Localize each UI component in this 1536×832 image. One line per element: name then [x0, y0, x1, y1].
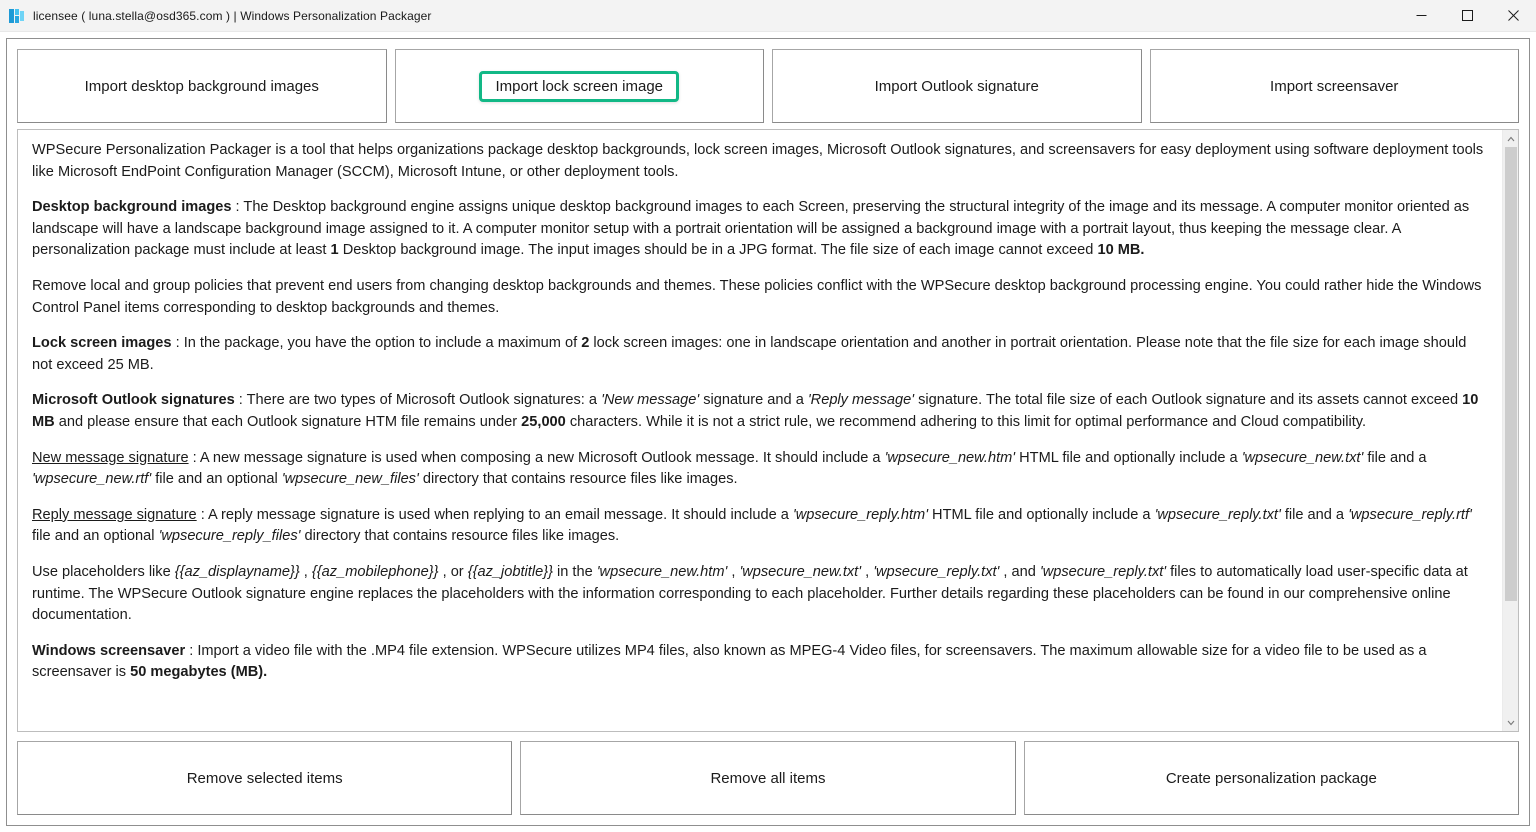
text-run: : A new message signature is used when composing a new Microsoft Outlook message. It should include a [188, 449, 885, 466]
text-run: Windows screensaver [32, 642, 186, 659]
text-run: : The Desktop background engine assigns unique desktop background images to each Screen, preserving the structural integrity of the image and its message. A computer monitor oriented as landscape will have a landscape background image assigned to it. A computer monitor setup with a portrait orientation will be assigned a background image with a portrait layout, thus keeping the message clear. A personalization package must include at least [32, 199, 1470, 259]
text-run: Desktop background images [32, 199, 232, 216]
text-run: 10 MB [32, 392, 1479, 430]
paragraph-reply-message-signature [32, 505, 1488, 548]
action-button-row [14, 732, 1522, 818]
chevron-up-icon [1507, 136, 1515, 142]
text-run: 'wpsecure_reply_files' [158, 528, 301, 545]
import-button-3[interactable] [1150, 49, 1520, 123]
text-run: Lock screen images [32, 335, 172, 352]
action-button-2[interactable] [1024, 741, 1519, 815]
scrollbar-track[interactable] [1503, 147, 1519, 714]
close-button[interactable] [1490, 0, 1536, 32]
text-run: : In the package, you have the option to include a maximum of [171, 335, 582, 352]
text-run: characters. While it is not a strict rule, we recommend adhering to this limit for optimal performance and Cloud compatibility. [565, 413, 1367, 430]
close-icon [1508, 10, 1519, 21]
text-run: , [727, 563, 740, 580]
text-run: 25,000 [521, 413, 566, 430]
text-run: Microsoft Outlook signatures [32, 392, 235, 409]
text-run: , or [438, 563, 468, 580]
description-scrollbar[interactable] [1502, 130, 1518, 731]
scroll-down-button[interactable] [1503, 714, 1519, 731]
text-run: HTML file and optionally include a [1015, 449, 1242, 466]
text-run: 'New message' [601, 392, 700, 409]
text-run: : A reply message signature is used when replying to an email message. It should include a [196, 506, 793, 523]
text-run: 'wpsecure_reply.rtf' [1348, 506, 1472, 523]
maximize-restore-icon [1462, 10, 1473, 21]
window-controls [1398, 0, 1536, 32]
text-run: signature and a [699, 392, 808, 409]
text-run: file and an optional [151, 471, 282, 488]
text-run: file and an optional [32, 528, 159, 545]
description-text [18, 130, 1502, 731]
description-pane [17, 129, 1519, 732]
paragraph-windows-screensaver [32, 641, 1488, 684]
text-run: 2 [581, 335, 590, 352]
text-run: and please ensure that each Outlook signature HTM file remains under [54, 413, 522, 430]
text-run: 'Reply message' [807, 392, 915, 409]
text-run: lock screen images: one in landscape orientation and another in portrait orientation. Please note that the file size for each image should not exceed 25 MB. [32, 335, 1467, 373]
text-run: signature. The total file size of each Outlook signature and its assets cannot exceed [914, 392, 1463, 409]
paragraph-new-message-signature [32, 448, 1488, 491]
import-button-label: Import screensaver [1270, 77, 1399, 95]
paragraph-intro [32, 140, 1488, 183]
text-run: : Import a video file with the .MP4 file extension. WPSecure utilizes MP4 files, also known as MPEG-4 Video files, for screensavers. The maximum allowable size for a video file to be used as a screensaver is [32, 642, 1427, 681]
paragraph-policies [32, 276, 1488, 319]
paragraph-placeholders [32, 562, 1488, 627]
text-run: 1 [330, 242, 339, 259]
scrollbar-thumb[interactable] [1505, 147, 1517, 601]
text-run: {{az_mobilephone}} [311, 563, 439, 580]
text-run: 'wpsecure_new.htm' [596, 563, 728, 580]
action-button-label: Create personalization package [1165, 769, 1377, 787]
text-run: New message signature [32, 449, 189, 466]
text-run: 'wpsecure_reply.htm' [792, 506, 928, 523]
text-run: directory that contains resource files like images. [300, 528, 620, 545]
text-run: Remove local and group policies that prevent end users from changing desktop backgrounds and themes. These policies conflict with the WPSecure desktop background processing engine. You could rather hide the Windows Control Panel items corresponding to desktop backgrounds and themes. [32, 277, 1482, 316]
text-run: in the [552, 563, 597, 580]
action-button-1[interactable] [520, 741, 1015, 815]
text-run: , [861, 563, 874, 580]
text-run: {{az_displayname}} [174, 563, 300, 580]
text-run: Reply message signature [32, 506, 197, 523]
import-button-0[interactable] [17, 49, 387, 123]
paragraph-outlook-signatures [32, 390, 1488, 433]
import-button-label: Import Outlook signature [874, 77, 1039, 95]
maximize-button[interactable] [1444, 0, 1490, 32]
import-button-2[interactable] [772, 49, 1142, 123]
text-run: WPSecure Personalization Packager is a tool that helps organizations package desktop backgrounds, lock screen images, Microsoft Outlook signatures, and screensavers for easy deployment using software deployment tools like Microsoft EndPoint Configuration Manager (SCCM), Microsoft Intune, or other deployment tools. [32, 142, 1484, 180]
main-frame [6, 38, 1530, 826]
import-button-row [14, 46, 1522, 129]
paragraph-lock-screen-images [32, 333, 1488, 376]
text-run: 'wpsecure_new.txt' [1241, 449, 1364, 466]
text-run: 'wpsecure_reply.txt' [1039, 563, 1167, 580]
text-run: 'wpsecure_new.htm' [884, 449, 1016, 466]
text-run: 'wpsecure_reply.txt' [1154, 506, 1281, 523]
text-run: 'wpsecure_reply.txt' [873, 563, 1000, 580]
text-run: 10 MB. [1097, 242, 1145, 259]
minimize-button[interactable] [1398, 0, 1444, 32]
text-run: file and a [1363, 449, 1427, 466]
minimize-icon [1416, 10, 1427, 21]
chevron-down-icon [1507, 720, 1515, 726]
text-run: directory that contains resource files like images. [418, 471, 738, 488]
text-run: Use placeholders like [32, 563, 175, 580]
paragraph-desktop-background-images [32, 197, 1488, 262]
import-button-label: Import lock screen image [479, 71, 679, 102]
text-run: 50 megabytes (MB). [130, 664, 268, 681]
scroll-up-button[interactable] [1503, 130, 1519, 147]
window-title: licensee ( luna.stella@osd365.com ) | Windows Personalization Packager [33, 8, 432, 23]
text-run: {{az_jobtitle}} [467, 563, 553, 580]
import-button-label: Import desktop background images [84, 77, 319, 95]
action-button-label: Remove selected items [186, 769, 343, 787]
window-body [0, 32, 1536, 832]
text-run: : There are two types of Microsoft Outlook signatures: a [234, 392, 602, 409]
text-run: Desktop background image. The input images should be in a JPG format. The file size of each image cannot exceed [338, 242, 1098, 259]
action-button-0[interactable] [17, 741, 512, 815]
title-bar [0, 0, 1536, 32]
action-button-label: Remove all items [710, 769, 826, 787]
import-button-1[interactable] [395, 49, 765, 123]
text-run: file and a [1280, 506, 1349, 523]
text-run: 'wpsecure_new.txt' [739, 563, 862, 580]
text-run: 'wpsecure_new.rtf' [32, 471, 152, 488]
text-run: HTML file and optionally include a [928, 506, 1155, 523]
text-run: files to automatically load user-specific data at runtime. The WPSecure Outlook signature engine replaces the placeholders with the information corresponding to each placeholder. Further details regarding these placeholders can be found in our comprehensive online documentation. [32, 563, 1468, 624]
app-blocks-icon [9, 8, 25, 24]
text-run: , and [999, 563, 1040, 580]
text-run: 'wpsecure_new_files' [281, 471, 419, 488]
text-run: , [299, 563, 312, 580]
